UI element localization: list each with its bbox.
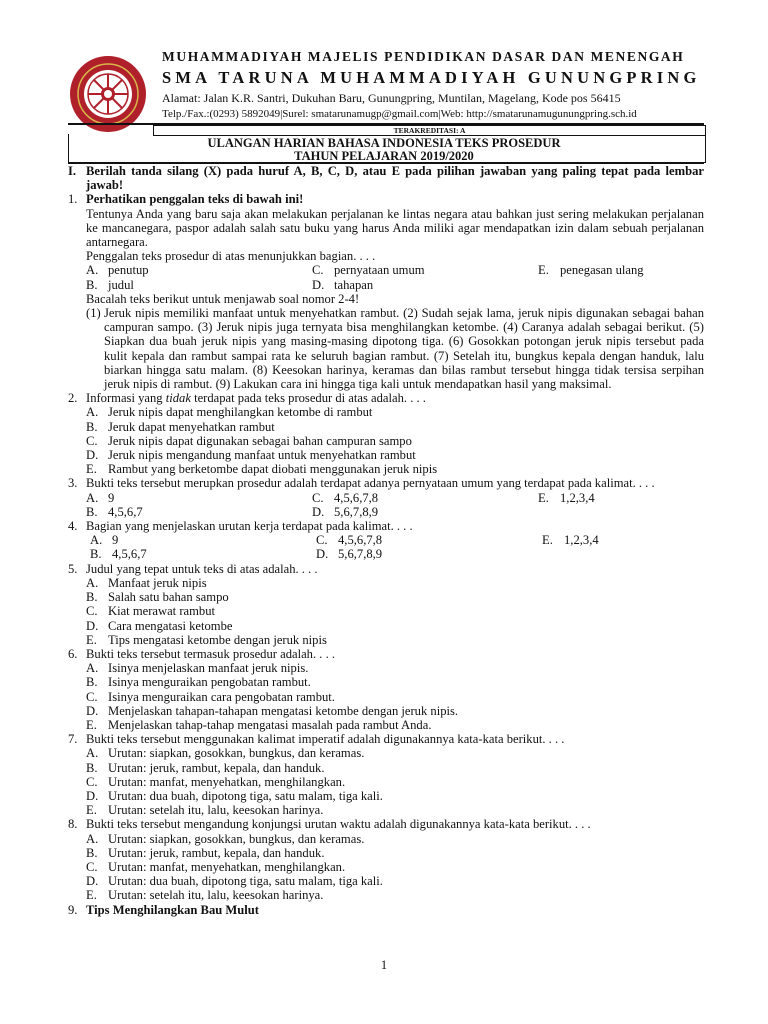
exam-title: ULANGAN HARIAN BAHASA INDONESIA TEKS PROSEDUR [207, 136, 561, 150]
option: B. Isinya menguraikan pengobatan rambut. [86, 675, 311, 690]
option: D. tahapan [312, 277, 374, 292]
option: B. 4,5,6,7 [86, 504, 143, 519]
option: C. 4,5,6,7,8 [316, 533, 383, 548]
option: B. Urutan: jeruk, rambut, kepala, dan handuk. [86, 760, 325, 775]
option: A. Isinya menjelaskan manfaat jeruk nipis. [86, 661, 309, 676]
option: C. Jeruk nipis dapat digunakan sebagai bahan campuran sampo [86, 433, 412, 448]
q4-options [68, 533, 704, 561]
option: E. Urutan: setelah itu, lalu, keesokan harinya. [86, 803, 324, 818]
option: D. Urutan: dua buah, dipotong tiga, satu malam, tiga kali. [86, 874, 383, 889]
option: C. pernyataan umum [312, 263, 425, 278]
option: A. Jeruk nipis dapat menghilangkan ketombe di rambut [86, 405, 373, 420]
option: C. Kiat merawat rambut [86, 604, 216, 619]
question-6: 6. Bukti teks tersebut termasuk prosedur adalah. . . . [68, 646, 336, 661]
header-organization: MUHAMMADIYAH MAJELIS PENDIDIKAN DASAR DAN MENENGAH [162, 49, 685, 64]
option: A. 9 [90, 533, 119, 548]
question-3: 3. Bukti teks tersebut merupkan prosedur adalah terdapat adanya pernyataan umum yang terdapat pada kalimat. . . . [68, 476, 655, 491]
question-9: 9. Tips Menghilangkan Bau Mulut [68, 902, 259, 917]
question-2: 2. Informasi yang tidak terdapat pada teks prosedur di atas adalah. . . . [68, 391, 426, 406]
option: C. 4,5,6,7,8 [312, 490, 379, 505]
option: A. Urutan: siapkan, gosokkan, bungkus, dan keramas. [86, 746, 365, 761]
header-school-name: SMA TARUNA MUHAMMADIYAH GUNUNGPRING [162, 68, 701, 87]
question-1: 1. Perhatikan penggalan teks di bawah ini! [68, 192, 304, 207]
header-address: Alamat: Jalan K.R. Santri, Dukuhan Baru, Gunungpring, Muntilan, Magelang, Kode pos 56415 [162, 91, 621, 105]
option: C. Isinya menguraikan cara pengobatan rambut. [86, 689, 335, 704]
q1-options [68, 263, 704, 291]
accreditation-label: TERAKREDITASI: A [153, 125, 706, 136]
q1-passage: Tentunya Anda yang baru saja akan melakukan perjalanan ke lintas negara atau bahkan just sering melakukan perjalanan ke mancanegara, paspor adalah salah satu buku yang harus Anda miliki agar mendapatkan izin dalam sebuah perjalanan antarnegara. [86, 206, 704, 250]
question-8: 8. Bukti teks tersebut mengandung konjungsi urutan waktu adalah digunakannya kata-kata berikut. . . . [68, 817, 591, 832]
option: B. Jeruk dapat menyehatkan rambut [86, 419, 275, 434]
option: E. penegasan ulang [538, 263, 644, 278]
option: E. 1,2,3,4 [538, 490, 595, 505]
option: A. Urutan: siapkan, gosokkan, bungkus, dan keramas. [86, 831, 365, 846]
page-number: 1 [380, 958, 388, 972]
option: D. 5,6,7,8,9 [312, 504, 379, 519]
option: D. Cara mengatasi ketombe [86, 618, 233, 633]
option: A. Manfaat jeruk nipis [86, 575, 207, 590]
question-4: 4. Bagian yang menjelaskan urutan kerja terdapat pada kalimat. . . . [68, 519, 413, 534]
option: E. Tips mengatasi ketombe dengan jeruk nipis [86, 632, 327, 647]
question-5: 5. Judul yang tepat untuk teks di atas adalah. . . . [68, 561, 318, 576]
q1-question: Penggalan teks prosedur di atas menunjukkan bagian. . . . [86, 249, 376, 264]
option: E. Urutan: setelah itu, lalu, keesokan harinya. [86, 888, 324, 903]
option: B. Urutan: jeruk, rambut, kepala, dan handuk. [86, 845, 325, 860]
question-7: 7. Bukti teks tersebut menggunakan kalimat imperatif adalah digunakannya kata-kata berikut. . . . [68, 732, 565, 747]
exam-year: TAHUN PELAJARAN 2019/2020 [294, 149, 474, 163]
exam-content [68, 164, 704, 917]
passage-text: (1) Jeruk nipis memiliki manfaat untuk menyehatkan rambut. (2) Sudah sejak lama, jeruk nipis digunakan sebagai bahan campuran sampo. (3) Jeruk nipis juga ternyata bisa menghilangkan ketombe. (4) Caranya adalah sebagai berikut. (5) Siapkan dua buah jeruk nipis yang masing-masing dipotong tiga. (6) Gosokkan potongan jeruk nipis tersebut pada kulit kepala dan rambut sampai rata ke seluruh bagian rambut. (7) Setelah itu, bungkus kepala dengan handuk, lalu biarkan hingga satu malam. (8) Keesokan harinya, keramas dan bilas rambut tersebut hingga tidak tersisa serpihan jeruk nipis di rambut. (9) Lakukan cara ini hingga tiga kali untuk mendapatkan hasil yang maksimal. [86, 306, 704, 392]
passage-intro: Bacalah teks berikut untuk menjawab soal nomor 2-4! [86, 291, 360, 306]
header-contact: Telp./Fax.:(0293) 5892049|Surel: smatarunamugp@gmail.com|Web: http://smatarunamugunungpring.sch.id [162, 108, 637, 120]
option: C. Urutan: manfat, menyehatkan, menghilangkan. [86, 859, 346, 874]
option: C. Urutan: manfat, menyehatkan, menghilangkan. [86, 774, 346, 789]
option: B. 4,5,6,7 [90, 547, 147, 562]
option: A. 9 [86, 490, 115, 505]
option: D. Urutan: dua buah, dipotong tiga, satu malam, tiga kali. [86, 788, 383, 803]
option: A. penutup [86, 263, 149, 278]
option: D. Jeruk nipis mengandung manfaat untuk menyehatkan rambut [86, 448, 416, 463]
option: E. 1,2,3,4 [542, 533, 599, 548]
option: B. judul [86, 277, 134, 292]
option: B. Salah satu bahan sampo [86, 590, 229, 605]
option: D. 5,6,7,8,9 [316, 547, 383, 562]
option: E. Rambut yang berketombe dapat diobati menggunakan jeruk nipis [86, 462, 438, 477]
option: D. Menjelaskan tahapan-tahapan mengatasi ketombe dengan jeruk nipis. [86, 703, 459, 718]
option: E. Menjelaskan tahap-tahap mengatasi masalah pada rambut Anda. [86, 717, 432, 732]
school-logo-icon [68, 54, 148, 134]
instruction: I. Berilah tanda silang (X) pada huruf A, B, C, D, atau E pada pilihan jawaban yang paling tepat pada lembar jawab! [68, 164, 704, 193]
q3-options [68, 491, 704, 519]
